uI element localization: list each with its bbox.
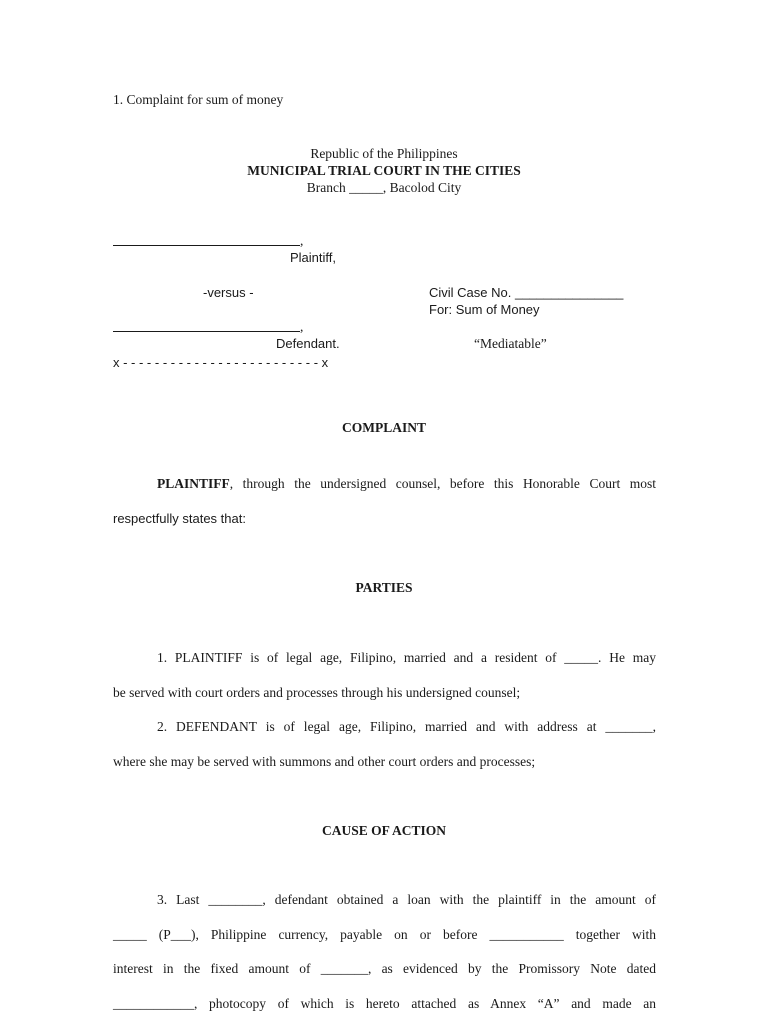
plaintiff-name-blank: [113, 245, 300, 246]
para3-line-2: _____ (P___), Philippine currency, payable on or before ___________ together with: [113, 927, 656, 942]
plaintiff-label: Plaintiff,: [290, 250, 337, 265]
defendant-label: Defendant.: [276, 336, 340, 351]
versus-label: -versus -: [203, 285, 254, 300]
para3-line-3: interest in the fixed amount of _______, as evidenced by the Promissory Note dated: [113, 961, 656, 976]
mediatable-label: “Mediatable”: [474, 336, 547, 351]
defendant-comma: ,: [300, 319, 304, 334]
para1-line-1: 1. PLAINTIFF is of legal age, Filipino, married and a resident of _____. He may: [157, 650, 656, 665]
para3-line-1: 3. Last ________, defendant obtained a loan with the plaintiff in the amount of: [157, 892, 656, 907]
intro-line-2: respectfully states that:: [113, 511, 246, 526]
para3-line-4: ____________, photocopy of which is hereto attached as Annex “A” and made an: [113, 996, 656, 1011]
para2-line-2: where she may be served with summons and other court orders and processes;: [113, 754, 536, 769]
parties-heading: PARTIES: [355, 580, 413, 595]
para2-line-1: 2. DEFENDANT is of legal age, Filipino, married and with address at _______,: [157, 719, 656, 734]
caption-republic: Republic of the Philippines: [310, 146, 458, 161]
caption-separator: x - - - - - - - - - - - - - - - - - - - - - - - - - x: [113, 355, 329, 370]
caption-branch: Branch _____, Bacolod City: [306, 180, 462, 195]
civil-case-number: Civil Case No. _______________: [429, 285, 624, 300]
para1-line-2: be served with court orders and processes through his undersigned counsel;: [113, 685, 521, 700]
intro-plaintiff-word: PLAINTIFF: [157, 476, 230, 491]
plaintiff-comma: ,: [300, 233, 304, 248]
cause-of-action-heading: CAUSE OF ACTION: [321, 823, 447, 838]
intro-line-1-rest: , through the undersigned counsel, before this Honorable Court most: [229, 476, 656, 491]
document-heading-note: 1. Complaint for sum of money: [113, 92, 284, 107]
document-title: COMPLAINT: [342, 420, 426, 435]
case-subject: For: Sum of Money: [429, 302, 540, 317]
caption-court-name: MUNICIPAL TRIAL COURT IN THE CITIES: [247, 163, 521, 178]
intro-line-1: [157, 476, 656, 492]
defendant-name-blank: [113, 331, 300, 332]
